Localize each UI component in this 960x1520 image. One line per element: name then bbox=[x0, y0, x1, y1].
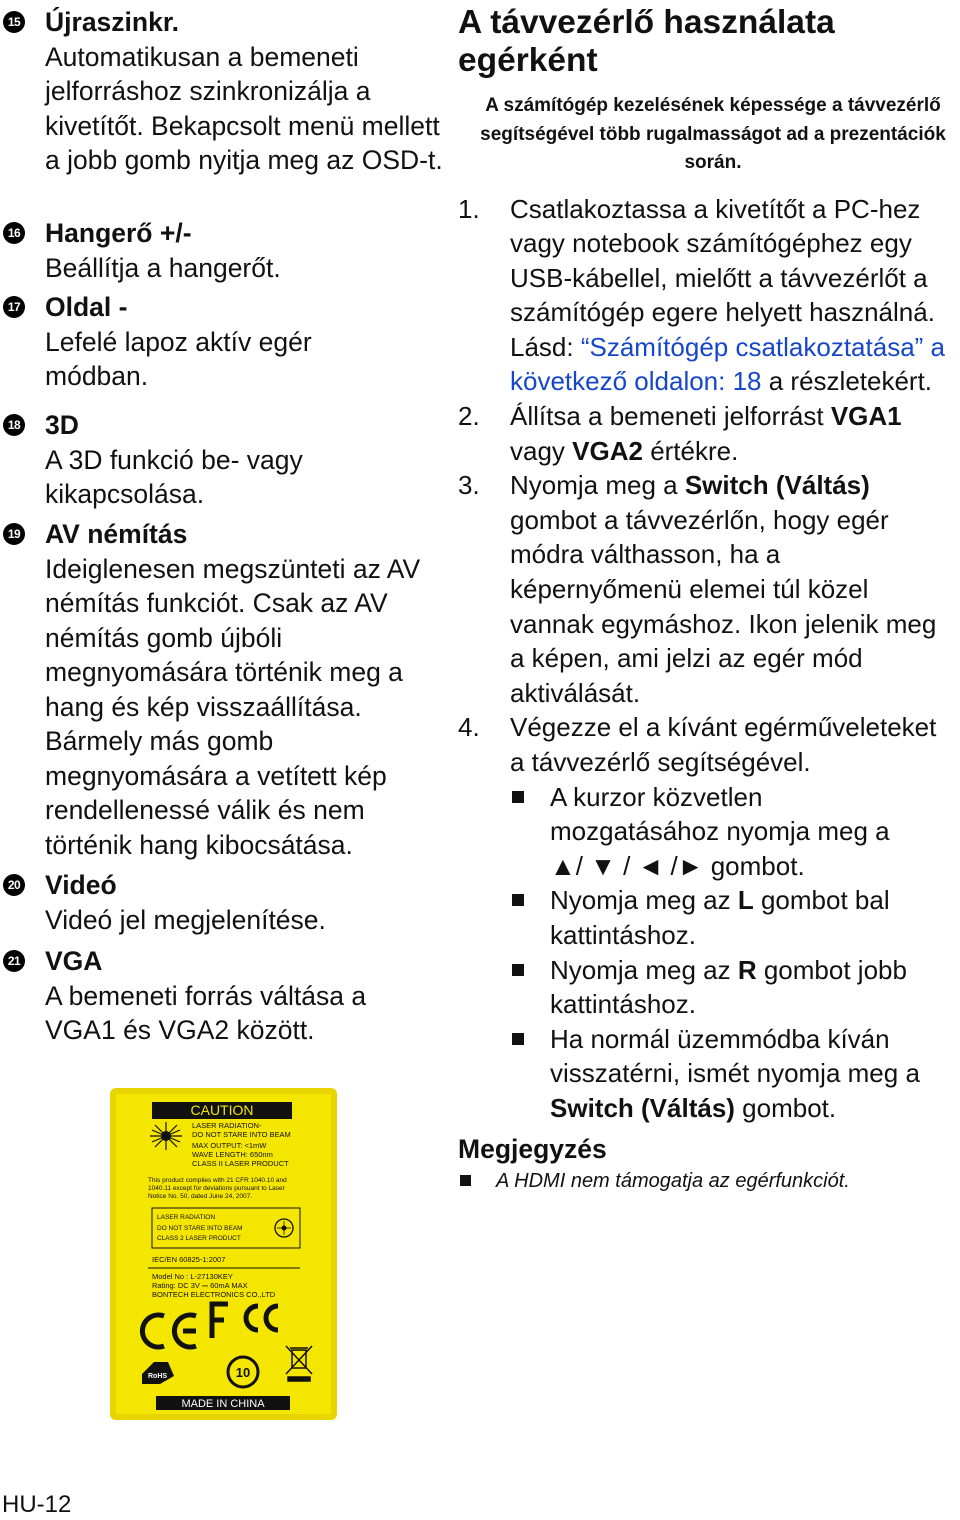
page-number: HU-12 bbox=[2, 1491, 72, 1518]
step-3 bbox=[458, 468, 958, 710]
item-number: 18 bbox=[3, 414, 25, 436]
bullet-item bbox=[510, 953, 958, 1022]
step-number: 4. bbox=[458, 712, 480, 743]
square-bullet-icon bbox=[460, 1175, 471, 1186]
item-number: 15 bbox=[3, 11, 25, 33]
bullet-item bbox=[510, 1022, 958, 1126]
section-subtitle: A számítógép kezelésének képessége a távvezérlő segítségével több rugalmasságot ad a prezentációk során. bbox=[480, 95, 946, 173]
item-description: Lefelé lapoz aktív egér módban. bbox=[45, 326, 312, 391]
bullet-text: A kurzor közvetlen mozgatásához nyomja meg a bbox=[550, 781, 890, 847]
step-text-end: értékre. bbox=[642, 435, 739, 466]
svg-text:RoHS: RoHS bbox=[148, 1373, 168, 1380]
svg-text:CLASS 2 LASER PRODUCT: CLASS 2 LASER PRODUCT bbox=[157, 1235, 241, 1242]
laser-caution-label bbox=[110, 1088, 337, 1420]
list-item bbox=[0, 216, 445, 285]
item-title: Oldal - bbox=[45, 292, 128, 322]
laser-warning-icon bbox=[275, 1219, 293, 1237]
ce-mark-icon bbox=[142, 1315, 196, 1347]
step-text: Nyomja meg a bbox=[510, 470, 685, 501]
list-item bbox=[0, 868, 445, 937]
svg-text:BONTECH ELECTRONICS CO.,LTD: BONTECH ELECTRONICS CO.,LTD bbox=[152, 1290, 276, 1299]
laser-label-graphic bbox=[116, 1094, 331, 1414]
vga2-label: VGA2 bbox=[572, 435, 643, 466]
switch-button-label: Switch (Váltás) bbox=[684, 470, 870, 501]
switch-button-label: Switch (Váltás) bbox=[550, 1092, 735, 1123]
svg-text:LASER RADIATION-: LASER RADIATION- bbox=[192, 1121, 262, 1130]
bullet-text: Nyomja meg az bbox=[550, 885, 738, 916]
item-number: 16 bbox=[3, 222, 25, 244]
item-description: A 3D funkció be- vagy kikapcsolása. bbox=[45, 444, 303, 509]
svg-text:DO NOT STARE INTO BEAM: DO NOT STARE INTO BEAM bbox=[192, 1130, 291, 1139]
svg-text:WAVE LENGTH: 650nm: WAVE LENGTH: 650nm bbox=[192, 1150, 273, 1159]
item-title: AV némítás bbox=[45, 519, 188, 549]
list-item bbox=[0, 517, 445, 862]
item-description: Automatikusan a bemeneti jelforráshoz szinkronizálja a kivetítőt. Bekapcsolt menü mellett a jobb gomb nyitja meg az OSD-t. bbox=[45, 41, 443, 175]
svg-text:Notice No. 50, dated June 24,: Notice No. 50, dated June 24, 2007. bbox=[148, 1193, 253, 1200]
svg-text:CLASS II LASER PRODUCT: CLASS II LASER PRODUCT bbox=[192, 1159, 289, 1168]
item-title: VGA bbox=[45, 946, 103, 976]
svg-text:10: 10 bbox=[235, 1365, 251, 1380]
step-text-mid: vagy bbox=[510, 435, 573, 466]
item-title: Hangerő +/- bbox=[45, 218, 192, 248]
list-item bbox=[0, 944, 425, 1048]
bullet-text: Ha normál üzemmódba kíván visszatérni, ismét nyomja meg a bbox=[550, 1023, 920, 1089]
item-title: 3D bbox=[45, 410, 79, 440]
l-button-label: L bbox=[737, 885, 754, 916]
svg-text:Model No : L-27130KEY: Model No : L-27130KEY bbox=[152, 1272, 233, 1281]
weee-bin-icon bbox=[286, 1346, 312, 1381]
fcc-logo-icon bbox=[212, 1304, 278, 1338]
step-number: 1. bbox=[458, 193, 480, 224]
step-text: Végezze el a kívánt egérműveleteket a távvezérlő segítségével. bbox=[510, 712, 937, 777]
step-text-end: a részletekért. bbox=[761, 366, 933, 397]
svg-text:1040.11 except for deviations: 1040.11 except for deviations pursuant to Laser bbox=[148, 1185, 285, 1192]
bullet-text-end: gombot. bbox=[734, 1092, 837, 1123]
step-text: Csatlakoztassa a kivetítőt a PC-hez vagy notebook számítógéphez egy USB-kábellel, mielőtt a távvezérlőt a számítógép egere helyett használná. Lásd: bbox=[510, 193, 935, 362]
laser-burst-icon bbox=[150, 1122, 182, 1150]
caution-heading: CAUTION bbox=[190, 1102, 254, 1118]
svg-text:This product complies with 21: This product complies with 21 CFR 1040.10 and bbox=[148, 1177, 287, 1184]
square-bullet-icon bbox=[512, 791, 524, 803]
right-column bbox=[458, 0, 958, 1196]
item-title: Videó bbox=[45, 870, 117, 900]
section-title: A távvezérlő használata egérként bbox=[458, 4, 835, 79]
vga1-label: VGA1 bbox=[830, 401, 902, 432]
step-number: 2. bbox=[458, 401, 480, 432]
made-in-label: MADE IN CHINA bbox=[181, 1398, 265, 1410]
bullet-text-end: gombot. bbox=[703, 850, 805, 881]
item-number: 20 bbox=[3, 874, 25, 896]
item-description: Ideiglenesen megszünteti az AV némítás funkciót. Csak az AV némítás gomb újbóli megnyomására történik meg a hang és kép visszaállítása. Bármely más gomb megnyomására a vetített kép rendellenessé válik és nem történik hang kibocsátása. bbox=[45, 553, 421, 860]
square-bullet-icon bbox=[512, 894, 524, 906]
svg-text:IEC/EN 60825-1:2007: IEC/EN 60825-1:2007 bbox=[152, 1255, 226, 1264]
item-title: Újraszinkr. bbox=[45, 7, 180, 37]
bullet-text: Nyomja meg az bbox=[550, 954, 738, 985]
note-item bbox=[458, 1166, 958, 1196]
square-bullet-icon bbox=[512, 964, 524, 976]
step-2 bbox=[458, 399, 958, 468]
r-button-label: R bbox=[737, 954, 757, 985]
svg-text:LASER RADIATION: LASER RADIATION bbox=[157, 1214, 216, 1221]
square-bullet-icon bbox=[512, 1033, 524, 1045]
step-4 bbox=[458, 710, 958, 779]
item-description: A bemeneti forrás váltása a VGA1 és VGA2 között. bbox=[45, 980, 367, 1045]
list-item bbox=[0, 408, 365, 512]
step-number: 3. bbox=[458, 470, 480, 501]
item-number: 19 bbox=[3, 523, 25, 545]
list-item bbox=[0, 290, 365, 394]
list-item bbox=[0, 5, 445, 178]
cross-reference-link[interactable]: “Számítógép csatlakoztatása” a következő oldalon: 18 bbox=[510, 331, 946, 397]
item-number: 17 bbox=[3, 296, 25, 318]
bullet-text-end: gombot bal kattintáshoz. bbox=[550, 885, 890, 950]
step-1 bbox=[458, 192, 958, 400]
bullet-item bbox=[510, 883, 958, 952]
arrow-keys: ▲/ ▼ / ◄ /► bbox=[550, 850, 704, 881]
step-text-end: gombot a távvezérlőn, hogy egér módra válthasson, ha a képernyőmenü elemei túl közel vannak egymáshoz. Ikon jelenik meg a képen, ami jelzi az egér mód aktiválását. bbox=[510, 504, 937, 708]
bullet-item bbox=[510, 780, 910, 884]
step-text: Állítsa a bemeneti jelforrást bbox=[510, 401, 831, 432]
item-description: Beállítja a hangerőt. bbox=[45, 252, 281, 283]
rohs-badge-icon bbox=[142, 1362, 174, 1384]
note-text: A HDMI nem támogatja az egérfunkciót. bbox=[496, 1169, 850, 1192]
svg-text:DO NOT STARE INTO BEAM: DO NOT STARE INTO BEAM bbox=[157, 1225, 243, 1232]
note-heading: Megjegyzés bbox=[458, 1133, 607, 1164]
item-description: Videó jel megjelenítése. bbox=[45, 904, 326, 935]
svg-text:MAX OUTPUT: <1mW: MAX OUTPUT: <1mW bbox=[192, 1141, 267, 1150]
recycle-10-icon bbox=[228, 1357, 258, 1387]
bullet-text-end: gombot jobb kattintáshoz. bbox=[550, 954, 907, 1020]
item-number: 21 bbox=[3, 950, 25, 972]
svg-text:Rating: DC 3V ⎓ 60mA MAX: Rating: DC 3V ⎓ 60mA MAX bbox=[152, 1281, 248, 1290]
bullet-list bbox=[458, 780, 958, 1126]
